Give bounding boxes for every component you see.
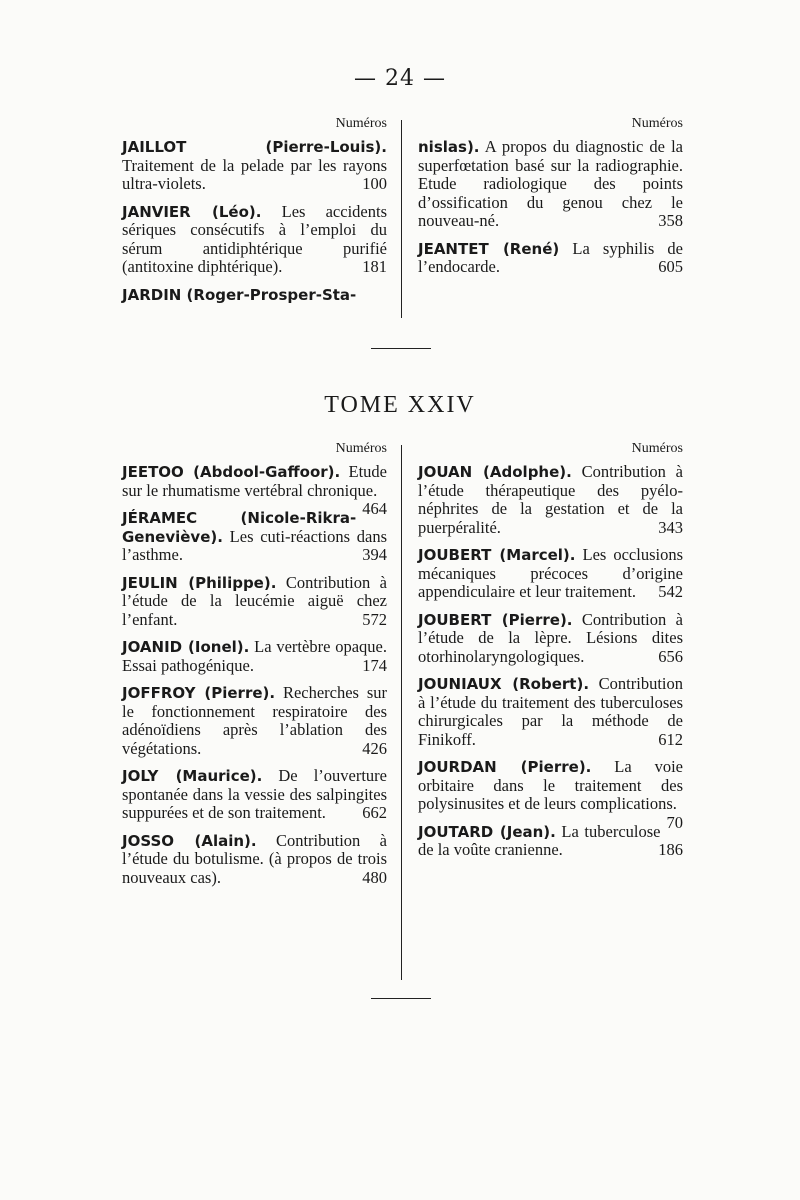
- author-name: JEULIN (Philippe).: [122, 573, 277, 592]
- thesis-title: Etude sur le rhumatisme vertébral chronique.: [122, 462, 387, 500]
- thesis-number: 426: [362, 738, 387, 758]
- thesis-number: 70: [666, 812, 683, 832]
- thesis-title: Contribution à l’étude de la lèpre. Lésions dites otorhinolaryngologiques.: [418, 609, 683, 666]
- index-entry: [122, 684, 387, 758]
- thesis-title: Les accidents sériques consécutifs à l’emploi du sérum antidiphtérique purifié (antitoxine diphtérique).: [122, 201, 387, 276]
- thesis-title: La voie orbitaire dans le traitement des polysinusites et de leurs complications.: [418, 757, 683, 813]
- author-name: JÉRAMEC (Nicole-Rikra-Geneviève).: [122, 509, 357, 546]
- author-name: JOUNIAUX (Robert).: [418, 675, 590, 693]
- index-entry: [418, 675, 683, 749]
- index-entry: [122, 286, 387, 305]
- section-divider: [371, 348, 431, 349]
- section2-right-column: [418, 441, 683, 869]
- index-entry: [122, 832, 387, 888]
- index-entry: [122, 638, 387, 675]
- thesis-number: 605: [658, 257, 683, 276]
- author-name: JOURDAN (Pierre).: [418, 758, 592, 776]
- thesis-title: Les cuti-réactions dans l’asthme.: [122, 526, 387, 564]
- thesis-title: Les occlusions mécaniques précoces d’origine appendiculaire et leur traitement.: [418, 545, 683, 601]
- index-entry: [122, 138, 387, 194]
- index-entry: [122, 509, 387, 565]
- index-entry: [122, 462, 387, 518]
- thesis-title: Recherches sur le fonctionnement respiratoire des adénoïdiens après l’ablation des végétations.: [122, 683, 387, 758]
- index-entry: [122, 767, 387, 823]
- author-name: JAILLOT (Pierre-Louis).: [122, 138, 387, 156]
- thesis-title: La syphilis de l’endocarde.: [418, 238, 683, 276]
- thesis-number: 542: [658, 582, 683, 601]
- page-number: — 24 —: [354, 66, 446, 91]
- thesis-number: 572: [362, 609, 387, 629]
- thesis-number: 612: [658, 729, 683, 749]
- index-entry: [418, 138, 683, 231]
- thesis-title: Contribution à l’étude du botulisme. (à propos de trois nouveaux cas).: [122, 830, 387, 887]
- author-name: JOUBERT (Marcel).: [418, 546, 576, 564]
- author-name: JEETOO (Abdool-Gaffoor).: [122, 463, 341, 481]
- thesis-number: 480: [362, 867, 387, 887]
- author-name: JANVIER (Léo).: [122, 202, 262, 221]
- thesis-title: Contribution à l’étude de la leucémie aiguë chez l’enfant.: [122, 572, 387, 629]
- thesis-number: 343: [658, 517, 683, 537]
- column-header: Numéros: [631, 441, 683, 456]
- thesis-title: La tuberculose de la voûte cranienne.: [418, 821, 661, 859]
- thesis-number: 464: [362, 499, 387, 518]
- thesis-title: A propos du diagnostic de la superfœtation basé sur la radiographie. Etude radiologique des points d’ossification du genou chez le nouveau-né.: [418, 137, 683, 230]
- thesis-number: 358: [658, 211, 683, 230]
- index-entry: [418, 611, 683, 667]
- author-name: JOLY (Maurice).: [122, 767, 263, 785]
- tome-title: TOME XXIV: [324, 392, 476, 418]
- author-name: JOUBERT (Pierre).: [418, 610, 573, 629]
- index-entry: [418, 240, 683, 277]
- index-entry: [418, 823, 683, 860]
- thesis-title: De l’ouverture spontanée dans la vessie des salpingites suppurées et de son traitement.: [122, 766, 387, 822]
- section2-left-column: [122, 441, 387, 896]
- thesis-number: 174: [362, 655, 387, 675]
- author-name: JOANID (Ionel).: [122, 638, 250, 656]
- thesis-title: La vertèbre opaque. Essai pathogénique.: [122, 637, 387, 675]
- index-entry: [418, 546, 683, 602]
- thesis-number: 662: [362, 803, 387, 822]
- author-name: JOUAN (Adolphe).: [418, 463, 572, 481]
- thesis-number: 394: [362, 545, 387, 564]
- section-divider: [371, 998, 431, 999]
- column-header: Numéros: [335, 116, 387, 131]
- column-header: Numéros: [335, 441, 387, 456]
- thesis-number: 181: [362, 257, 387, 276]
- author-name: JEANTET (René): [418, 239, 560, 258]
- author-name: nislas).: [418, 138, 480, 156]
- index-entry: [418, 463, 683, 537]
- index-entry: [122, 203, 387, 277]
- column-divider: [401, 445, 402, 980]
- thesis-number: 186: [658, 840, 683, 859]
- thesis-number: 100: [362, 174, 387, 193]
- section1-right-column: [418, 116, 683, 286]
- author-name: JARDIN (Roger-Prosper-Sta-: [122, 285, 357, 304]
- author-name: JOSSO (Alain).: [122, 831, 257, 850]
- thesis-number: 656: [658, 646, 683, 666]
- author-name: JOUTARD (Jean).: [418, 822, 556, 841]
- author-name: JOFFROY (Pierre).: [122, 684, 276, 702]
- index-entry: [122, 574, 387, 630]
- thesis-title: Traitement de la pelade par les rayons ultra-violets.: [122, 155, 387, 193]
- thesis-title: Contribution à l’étude du traitement des tuberculoses chirurgicales par la méthode de Finikoff.: [418, 674, 683, 749]
- section1-left-column: [122, 116, 387, 313]
- column-header: Numéros: [631, 116, 683, 131]
- column-divider: [401, 120, 402, 318]
- thesis-title: Contribution à l’étude thérapeutique des pyélo-néphrites de la gestation et de la puerpéralité.: [418, 462, 683, 537]
